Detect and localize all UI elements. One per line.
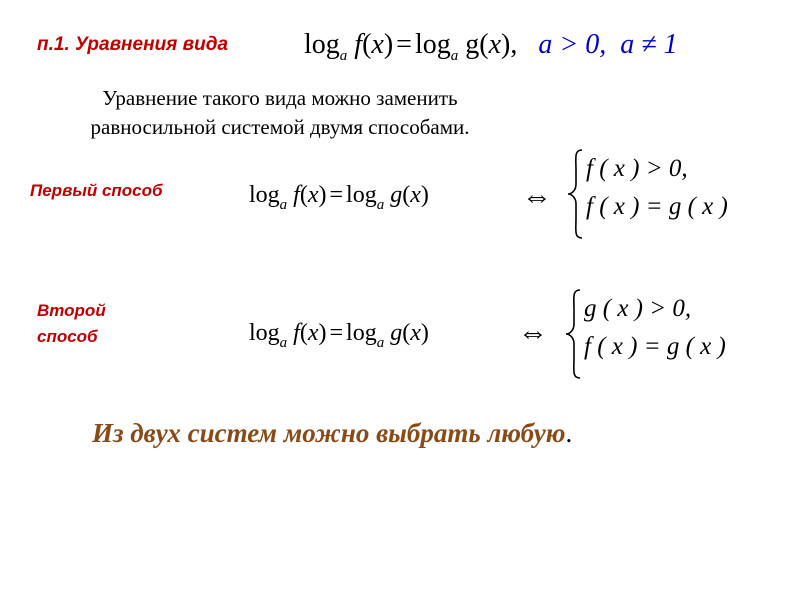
log-base: a <box>339 48 348 64</box>
condition-positive: a > 0, <box>538 29 607 60</box>
variable-x: x <box>307 320 319 346</box>
method-2-label-line-1: Второй <box>37 301 106 320</box>
log-symbol: log <box>346 182 377 208</box>
equation-1: $\log_a f(x) = \log_a g(x)$ <box>249 182 429 213</box>
system-1-line-2: f ( x ) = g ( x ) <box>586 193 728 220</box>
system-2-line-2: f ( x ) = g ( x ) <box>584 333 726 360</box>
condition-not-one: a ≠ 1 <box>620 29 678 60</box>
variable-x: x <box>410 182 421 208</box>
conclusion-text <box>92 418 572 449</box>
system-2-line-1: g ( x ) > 0, <box>584 295 692 322</box>
left-brace-icon <box>564 288 584 380</box>
method-2-label-line-2: способ <box>37 327 98 346</box>
equivalence-icon: ⇔ <box>518 316 548 349</box>
method-2-label <box>37 298 106 350</box>
function-g: g <box>465 29 480 60</box>
log-base: a <box>450 48 459 64</box>
function-f: f <box>293 320 300 346</box>
function-f: f <box>293 182 300 208</box>
function-g: g <box>390 320 403 346</box>
log-base: a <box>279 197 288 213</box>
system-1-line-1: f ( x ) > 0, <box>586 155 688 182</box>
variable-x: x <box>488 29 501 60</box>
conclusion-period: . <box>565 418 573 448</box>
log-base: a <box>376 197 385 213</box>
header-formula: $\log_a f(x) = \log_a g(x)$, a > 0, a ≠ 1 <box>304 29 678 64</box>
equation-2: $\log_a f(x) = \log_a g(x)$ <box>249 320 429 351</box>
function-g: g <box>390 182 403 208</box>
log-symbol: log <box>249 182 280 208</box>
log-symbol: log <box>249 320 280 346</box>
conclusion-sentence: Из двух систем можно выбрать любую <box>92 418 566 448</box>
equivalence-icon: ⇔ <box>522 180 552 213</box>
log-base: a <box>279 335 288 351</box>
log-symbol: log <box>414 29 451 60</box>
intro-text <box>20 84 540 142</box>
variable-x: x <box>307 182 319 208</box>
variable-x: x <box>410 320 421 346</box>
page-title: п.1. Уравнения вида <box>37 34 229 55</box>
log-base: a <box>376 335 385 351</box>
log-symbol: log <box>346 320 377 346</box>
method-1-label: Первый способ <box>30 181 163 200</box>
function-f: f <box>354 29 363 60</box>
left-brace-icon <box>566 148 586 240</box>
intro-line-1: Уравнение такого вида можно заменить <box>102 86 458 110</box>
intro-line-2: равносильной системой двумя способами. <box>90 115 470 139</box>
system-1 <box>586 150 728 226</box>
variable-x: x <box>371 29 384 60</box>
log-symbol: log <box>304 29 340 60</box>
system-2 <box>584 290 726 366</box>
